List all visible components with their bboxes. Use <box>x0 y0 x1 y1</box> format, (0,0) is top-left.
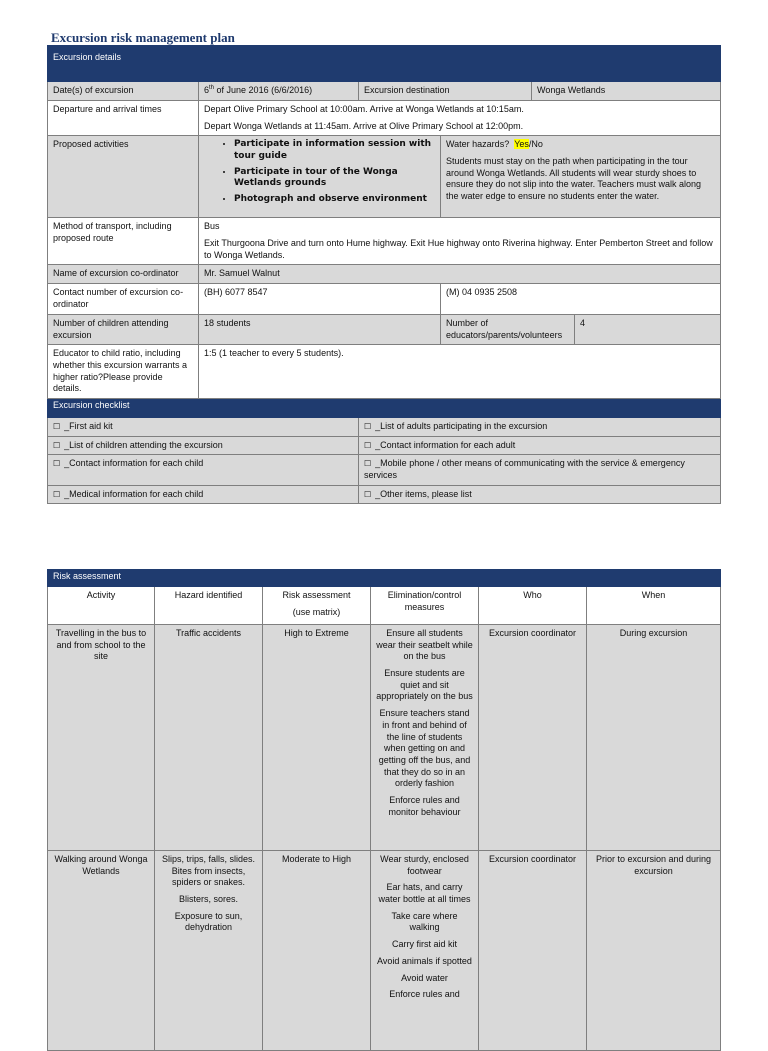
row-assessment: Moderate to High <box>263 851 371 1051</box>
date-value: 6th of June 2016 (6/6/2016) <box>199 82 359 101</box>
row-when: During excursion <box>587 625 721 851</box>
coordinator-label: Name of excursion co-ordinator <box>48 265 199 284</box>
col-header-assessment: Risk assessment (use matrix) <box>263 587 371 625</box>
row-who: Excursion coordinator <box>479 851 587 1051</box>
water-hazards-text: Students must stay on the path when participating in the tour around Wonga Wetlands. All students will wear sturdy shoes to ensure they do not slip into the water. Teachers must walk along the water edge to ensure no students enter the water. <box>446 156 701 202</box>
control-measure: Avoid water <box>401 972 448 983</box>
control-measure: Ear hats, and carry water bottle at all times <box>378 882 471 905</box>
row-activity: Walking around Wonga Wetlands <box>48 851 155 1051</box>
control-measure: Take care where walking <box>391 910 458 933</box>
table-row <box>48 625 721 851</box>
times-label: Departure and arrival times <box>48 101 199 136</box>
checkbox-icon[interactable]: ☐ <box>364 489 372 499</box>
col-header-control: Elimination/control measures <box>371 587 479 625</box>
checklist-item[interactable]: ☐ _Contact information for each child <box>48 455 359 485</box>
table-row <box>48 851 721 1051</box>
row-activity: Travelling in the bus to and from school to the site <box>48 625 155 851</box>
control-measure: Avoid animals if spotted <box>377 955 472 966</box>
checklist-item[interactable]: ☐ _Contact information for each adult <box>359 436 721 455</box>
control-measure: Wear sturdy, enclosed footwear <box>380 854 469 876</box>
control-measure: Ensure teachers stand in front and behind of the line of students when getting on and getting off the bus, and that they do so in an orderly fashion <box>378 708 471 789</box>
activity-item: • Photograph and observe environment <box>234 194 435 205</box>
checklist-header: Excursion checklist <box>48 398 721 417</box>
excursion-details-table <box>47 45 721 504</box>
times-line-2: Depart Wonga Wetlands at 11:45am. Arrive at Olive Primary School at 12:00pm. <box>204 120 524 131</box>
contact-mobile: (M) 04 0935 2508 <box>441 284 721 314</box>
row-hazard: Traffic accidents <box>155 625 263 851</box>
checkbox-icon[interactable]: ☐ <box>364 459 372 469</box>
contact-label: Contact number of excursion co-ordinator <box>48 284 199 314</box>
risk-assessment-table <box>47 569 721 1051</box>
ratio-label: Educator to child ratio, including whether this excursion warrants a higher ratio?Please provide details. <box>48 345 199 399</box>
checkbox-icon[interactable]: ☐ <box>53 459 61 469</box>
checkbox-icon[interactable]: ☐ <box>53 489 61 499</box>
checklist-item[interactable]: ☐ _List of adults participating in the excursion <box>359 417 721 436</box>
row-hazard: Slips, trips, falls, slides. Bites from insects, spiders or snakes. Blisters, sores. Exposure to sun, dehydration <box>155 851 263 1051</box>
excursion-details-header: Excursion details <box>48 46 721 82</box>
date-label: Date(s) of excursion <box>48 82 199 101</box>
times-value <box>199 101 721 136</box>
activity-item: • Participate in tour of the Wonga Wetlands grounds <box>234 167 435 190</box>
col-header-hazard: Hazard identified <box>155 587 263 625</box>
row-who: Excursion coordinator <box>479 625 587 851</box>
educators-label: Number of educators/parents/volunteers <box>441 314 575 344</box>
checkbox-icon[interactable]: ☐ <box>364 440 372 450</box>
col-header-who: Who <box>479 587 587 625</box>
educators-value: 4 <box>575 314 721 344</box>
coordinator-value: Mr. Samuel Walnut <box>199 265 721 284</box>
destination-value: Wonga Wetlands <box>532 82 721 101</box>
transport-route: Exit Thurgoona Drive and turn onto Hume highway. Exit Hue highway onto Riverina highway. Enter Pemberton Street and follow to Wonga Wetlands. <box>204 238 713 260</box>
checklist-item[interactable]: ☐ _List of children attending the excursion <box>48 436 359 455</box>
row-assessment: High to Extreme <box>263 625 371 851</box>
row-control-measures <box>371 625 479 851</box>
transport-label: Method of transport, including proposed route <box>48 218 199 265</box>
water-hazards-yes: Yes <box>514 139 529 150</box>
checklist-item[interactable]: ☐ _First aid kit <box>48 417 359 436</box>
col-header-when: When <box>587 587 721 625</box>
checkbox-icon[interactable]: ☐ <box>53 440 61 450</box>
activities-list <box>204 139 435 205</box>
checklist-item[interactable]: ☐ _Other items, please list <box>359 485 721 504</box>
row-control-measures <box>371 851 479 1051</box>
checklist-item[interactable]: ☐ _Mobile phone / other means of communicating with the service & emergency services <box>359 455 721 485</box>
checklist-item[interactable]: ☐ _Medical information for each child <box>48 485 359 504</box>
activities-label: Proposed activities <box>48 136 199 218</box>
activity-item: • Participate in information session with tour guide <box>234 139 435 162</box>
col-header-activity: Activity <box>48 587 155 625</box>
risk-assessment-header: Risk assessment <box>48 570 721 587</box>
times-line-1: Depart Olive Primary School at 10:00am. Arrive at Wonga Wetlands at 10:15am. <box>204 104 524 114</box>
checkbox-icon[interactable]: ☐ <box>364 421 372 431</box>
control-measure: Enforce rules and <box>389 989 460 1000</box>
document-title: Excursion risk management plan <box>51 30 235 45</box>
children-label: Number of children attending excursion <box>48 314 199 344</box>
control-measure: Ensure all students wear their seatbelt while on the bus <box>376 628 473 662</box>
control-measure: Carry first aid kit <box>391 939 457 950</box>
activities-value <box>199 136 441 218</box>
ratio-value: 1:5 (1 teacher to every 5 students). <box>199 345 721 399</box>
children-value: 18 students <box>199 314 441 344</box>
contact-bh: (BH) 6077 8547 <box>199 284 441 314</box>
control-measure: Enforce rules and monitor behaviour <box>388 794 461 817</box>
control-measure: Ensure students are quiet and sit appropriately on the bus <box>376 668 473 702</box>
water-hazards-cell <box>441 136 721 218</box>
destination-label: Excursion destination <box>359 82 532 101</box>
water-hazards-question: Water hazards? Yes/No <box>446 139 543 150</box>
checkbox-icon[interactable]: ☐ <box>53 421 61 431</box>
transport-mode: Bus <box>204 221 220 232</box>
row-when: Prior to excursion and during excursion <box>587 851 721 1051</box>
transport-value <box>199 218 721 265</box>
